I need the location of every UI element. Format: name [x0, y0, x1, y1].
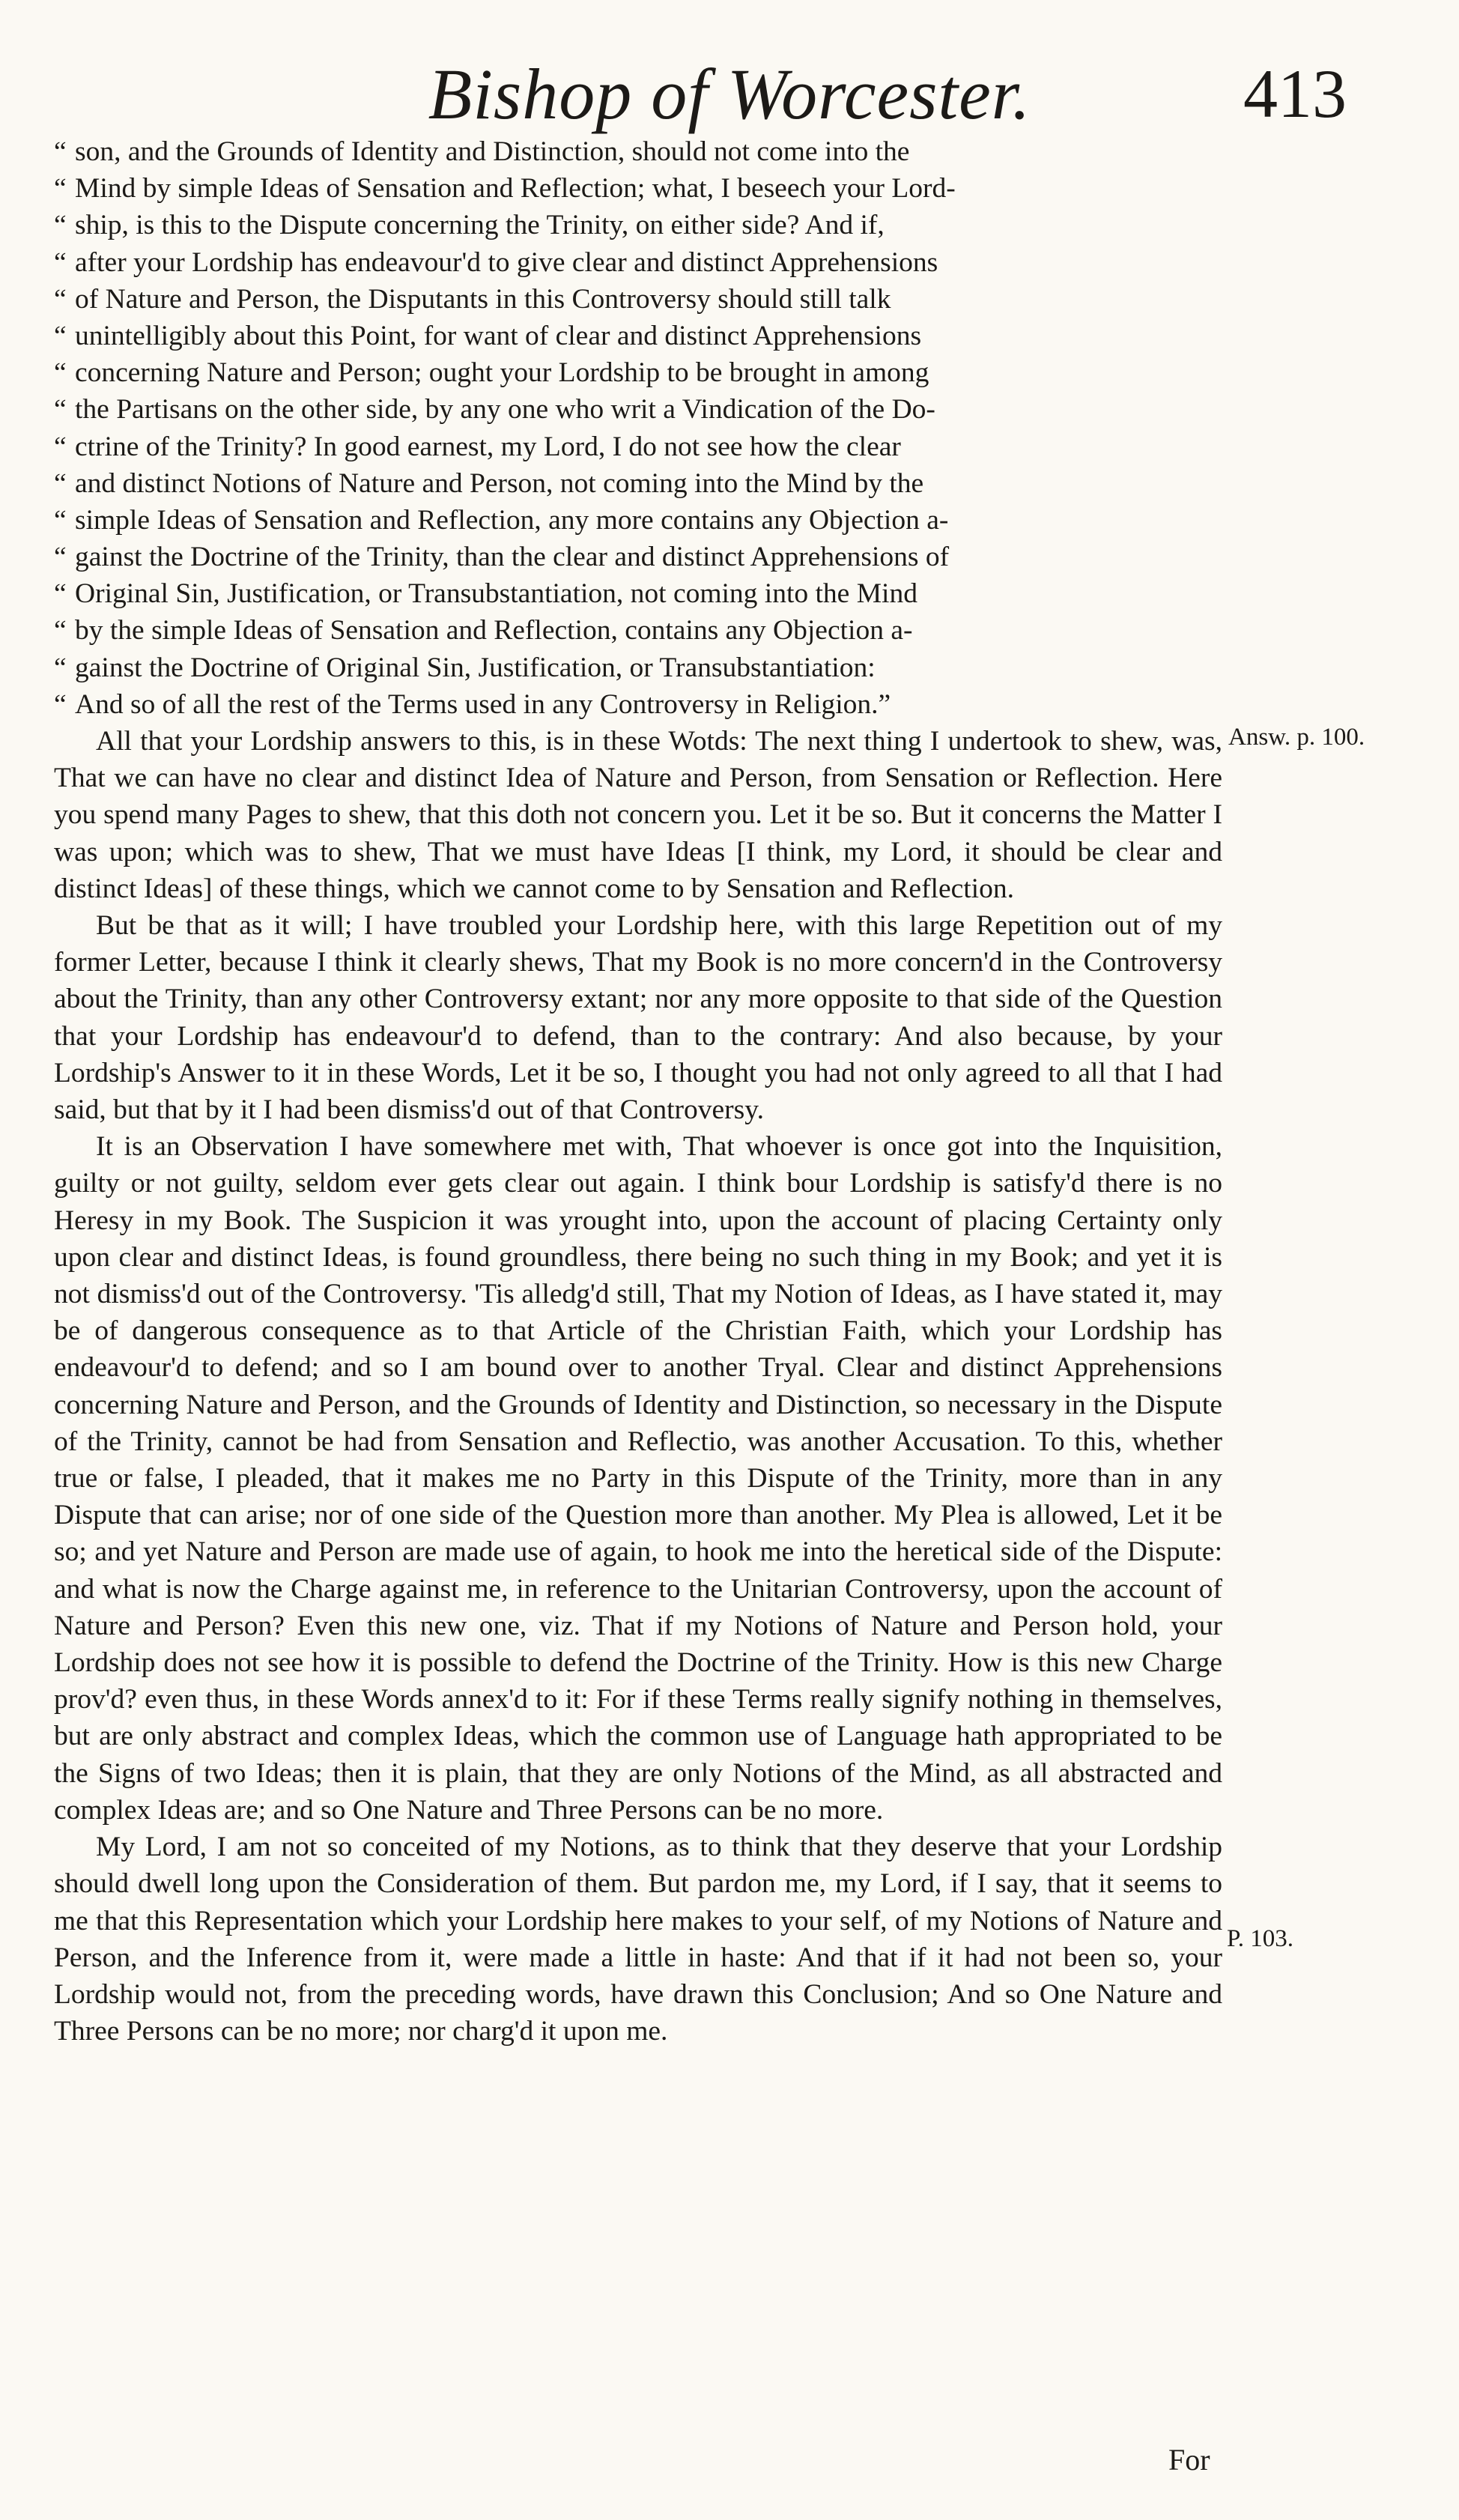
paragraph: My Lord, I am not so conceited of my Notions, as to think that they deserve that your Lordship should dwell long upon the Consideration of them. But pardon me, my Lord, if I say, that it seems to me that this Representation which your Lordship here makes to your self, of my Notions of Nature and Person, and the Inference from it, were made a little in haste: And that if it had not been so, your Lordship would not, from the preceding words, have drawn this Conclusion; And so One Nature and Three Persons can be no more; nor charg'd it upon me.	[54, 1832, 1222, 2047]
quote-line: “ after your Lordship has endeavour'd to give clear and distinct Apprehensions	[54, 244, 1222, 281]
quote-line: “ simple Ideas of Sensation and Reflection, any more contains any Objection a-	[54, 502, 1222, 539]
quote-line: “ son, and the Grounds of Identity and Distinction, should not come into the	[54, 133, 1222, 170]
quote-mark: “	[54, 394, 67, 425]
page-number: 413	[1243, 55, 1347, 132]
quote-mark: “	[54, 615, 67, 646]
quote-line: “ the Partisans on the other side, by any one who writ a Vindication of the Do-	[54, 391, 1222, 428]
quote-mark: “	[54, 210, 67, 241]
quote-mark: “	[54, 688, 67, 720]
quote-line: “ ship, is this to the Dispute concerning the Trinity, on either side? And if,	[54, 207, 1222, 243]
quote-line: “ And so of all the rest of the Terms used in any Controversy in Religion.”	[54, 686, 1222, 723]
quote-mark: “	[54, 283, 67, 315]
quote-mark: “	[54, 504, 67, 536]
paragraph: All that your Lordship answers to this, is in these Wotds: The next thing I undertook to shew, was, That we can have no clear and distinct Idea of Nature and Person, from Sensation or Reflection. Here you spend many Pages to shew, that this doth not concern you. Let it be so. But it concerns the Matter I was upon; which was to shew, That we must have Ideas [I think, my Lord, it should be clear and distinct Ideas] of these things, which we cannot come to by Sensation and Reflection.	[54, 726, 1222, 904]
quote-mark: “	[54, 136, 67, 167]
quote-line: “ unintelligibly about this Point, for want of clear and distinct Apprehensions	[54, 318, 1222, 354]
margin-note-answer-ref: Answ. p. 100.	[1228, 724, 1365, 751]
quote-line: “ gainst the Doctrine of the Trinity, than the clear and distinct Apprehensions of	[54, 539, 1222, 575]
running-title: Bishop of Worcester.	[428, 54, 1031, 134]
quote-mark: “	[54, 173, 67, 205]
quote-line: “ ctrine of the Trinity? In good earnest, my Lord, I do not see how the clear	[54, 428, 1222, 465]
paragraph: But be that as it will; I have troubled your Lordship here, with this large Repetition out of my former Letter, because I think it clearly shews, That my Book is no more concern'd in the Controversy about the Trinity, than any other Controversy extant; nor any more opposite to that side of the Question that your Lordship has endeavour'd to defend, than to the contrary: And also because, by your Lordship's Answer to it in these Words, Let it be so, I thought you had not only agreed to all that I had said, but that by it I had been dismiss'd out of that Controversy.	[54, 910, 1222, 1126]
quote-line: “ by the simple Ideas of Sensation and Reflection, contains any Objection a-	[54, 612, 1222, 649]
quote-line: “ of Nature and Person, the Disputants in this Controversy should still talk	[54, 281, 1222, 318]
quote-line: “ Mind by simple Ideas of Sensation and Reflection; what, I beseech your Lord-	[54, 170, 1222, 207]
quote-mark: “	[54, 357, 67, 389]
quote-line: “ and distinct Notions of Nature and Person, not coming into the Mind by the	[54, 465, 1222, 502]
quote-mark: “	[54, 246, 67, 278]
quote-mark: “	[54, 578, 67, 610]
quote-mark: “	[54, 431, 67, 462]
quote-line: “ concerning Nature and Person; ought your Lordship to be brought in among	[54, 354, 1222, 391]
quoted-passage	[54, 133, 1222, 723]
paragraph: It is an Observation I have somewhere met with, That whoever is once got into the Inquisition, guilty or not guilty, seldom ever gets clear out again. I think bour Lordship is satisfy'd there is no Heresy in my Book. The Suspicion it was yrought into, upon the account of placing Certainty only upon clear and distinct Ideas, is found groundless, there being no such thing in my Book; and yet it is not dismiss'd out of the Controversy. 'Tis alledg'd still, That my Notion of Ideas, as I have stated it, may be of dangerous consequence as to that Article of the Christian Faith, which your Lordship has endeavour'd to defend; and so I am bound over to another Tryal. Clear and distinct Apprehensions concerning Nature and Person, and the Grounds of Identity and Distinction, so necessary in the Dispute of the Trinity, cannot be had from Sensation and Reflectio, was another Accusation. To this, whether true or false, I pleaded, that it makes me no Party in this Dispute of the Trinity, more than in any Dispute that can arise; nor of one side of the Question more than another. My Plea is allowed, Let it be so; and yet Nature and Person are made use of again, to hook me into the heretical side of the Dispute: and what is now the Charge against me, in reference to the Unitarian Controversy, upon the account of Nature and Person? Even this new one, viz. That if my Notions of Nature and Person hold, your Lordship does not see how it is possible to defend the Doctrine of the Trinity. How is this new Charge prov'd? even thus, in these Words annex'd to it: For if these Terms really signify nothing in themselves, but are only abstract and complex Ideas, which the common use of Language hath appropriated to be the Signs of two Ideas; then it is plain, that they are only Notions of the Mind, as all abstracted and complex Ideas are; and so One Nature and Three Persons can be no more.	[54, 1131, 1222, 1826]
quote-mark: “	[54, 320, 67, 351]
quote-line: “ gainst the Doctrine of Original Sin, Justification, or Transubstantiation:	[54, 649, 1222, 686]
margin-note-page-ref: P. 103.	[1227, 1925, 1293, 1952]
quote-mark: “	[54, 652, 67, 683]
quote-line: “ Original Sin, Justification, or Transubstantiation, not coming into the Mind	[54, 575, 1222, 612]
quote-mark: “	[54, 467, 67, 499]
catchword: For	[1168, 2443, 1210, 2477]
body-text	[54, 133, 1222, 2050]
quote-mark: “	[54, 542, 67, 573]
